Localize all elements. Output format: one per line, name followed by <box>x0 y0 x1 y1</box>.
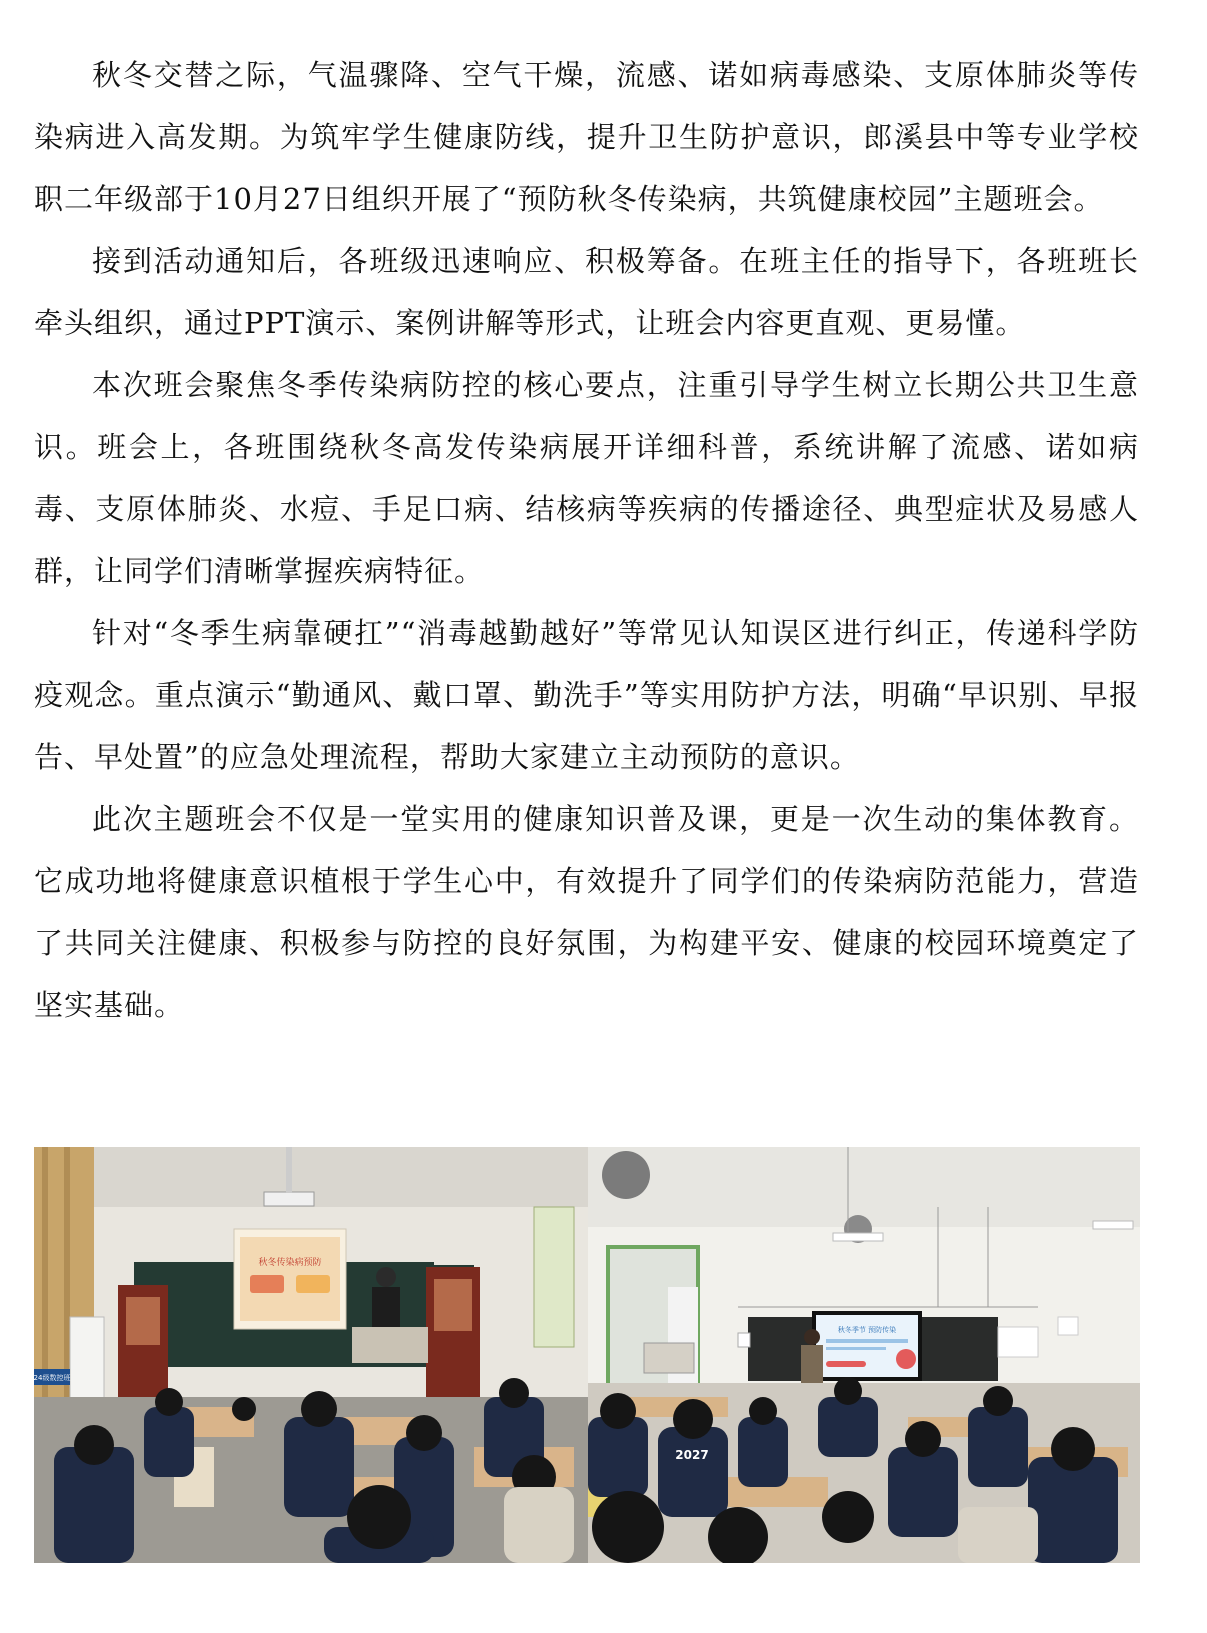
paragraph-conclusion: 此次主题班会不仅是一堂实用的健康知识普及课，更是一次生动的集体教育。它成功地将健康意识植根于学生心中，有效提升了同学们的传染病防范能力，营造了共同关注健康、积极参与防控的良好氛围，为构建平安、健康的校园环境奠定了坚实基础。 <box>34 802 1139 1022</box>
photo-row <box>34 1147 1140 1563</box>
article-body <box>34 44 1139 1036</box>
classroom-photo-left <box>34 1147 588 1563</box>
right-screen-title: 秋冬季节 预防传染 <box>837 1326 897 1334</box>
paragraph-intro: 秋冬交替之际，气温骤降、空气干燥，流感、诺如病毒感染、支原体肺炎等传染病进入高发期。为筑牢学生健康防线，提升卫生防护意识，郎溪县中等专业学校职二年级部于10月27日组织开展了“预防秋冬传染病，共筑健康校园”主题班会。 <box>34 58 1139 216</box>
paragraph-preparation: 接到活动通知后，各班级迅速响应、积极筹备。在班主任的指导下，各班班长牵头组织，通过PPT演示、案例讲解等形式，让班会内容更直观、更易懂。 <box>34 244 1139 340</box>
left-screen-title: 秋冬传染病预防 <box>258 1258 322 1268</box>
paragraph-content: 本次班会聚焦冬季传染病防控的核心要点，注重引导学生树立长期公共卫生意识。班会上，各班围绕秋冬高发传染病展开详细科普，系统讲解了流感、诺如病毒、支原体肺炎、水痘、手足口病、结核病等疾病的传播途径、典型症状及易感人群，让同学们清晰掌握疾病特征。 <box>34 368 1139 588</box>
paragraph-misconceptions: 针对“冬季生病靠硬扛”“消毒越勤越好”等常见认知误区进行纠正，传递科学防疫观念。重点演示“勤通风、戴口罩、勤洗手”等实用防护方法，明确“早识别、早报告、早处置”的应急处理流程，帮助大家建立主动预防的意识。 <box>34 616 1139 774</box>
left-door-sign: 24级数控班 <box>34 1374 71 1382</box>
right-jersey-number: 2027 <box>675 1448 709 1462</box>
classroom-photo-right <box>588 1147 1140 1563</box>
